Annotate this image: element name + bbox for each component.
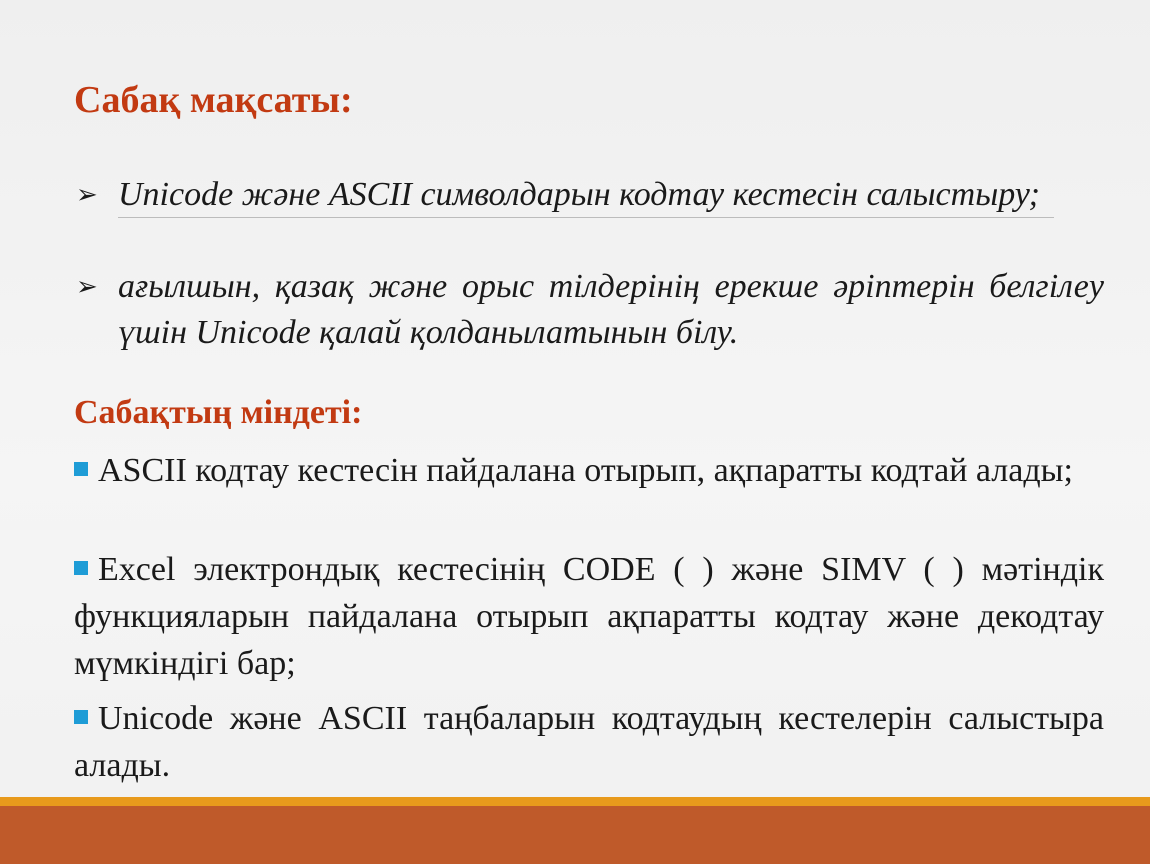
- task-item: [74, 695, 1104, 789]
- square-bullet-icon: [74, 561, 88, 575]
- task-text: ASCII кодтау кестесін пайдалана отырып, ақпаратты кодтай алады;: [98, 452, 1073, 489]
- arrow-bullet-icon: ➢: [76, 180, 98, 209]
- task-item: [74, 447, 1104, 494]
- task-text: Unicode және ASCII таңбаларын кодтаудың кестелерін салыстыра алады.: [74, 700, 1104, 784]
- slide-title: Сабақ мақсаты:: [74, 79, 353, 121]
- square-bullet-icon: [74, 710, 88, 724]
- square-bullet-icon: [74, 462, 88, 476]
- divider-line: [118, 217, 1054, 218]
- section-subtitle: Сабақтың міндеті:: [74, 394, 363, 431]
- goal-text: ағылшын, қазақ және орыс тілдерінің ерекше әріптерін белгілеу үшін Unicode қалай қолданылатынын білу.: [118, 268, 1104, 351]
- footer-stripe-gold: [0, 797, 1150, 806]
- goal-item: [76, 172, 1104, 218]
- footer-stripe-rust: [0, 806, 1150, 864]
- goal-item: [76, 264, 1104, 356]
- arrow-bullet-icon: ➢: [76, 272, 98, 301]
- task-item: [74, 546, 1104, 687]
- task-text: Excel электрондық кестесінің CODE ( ) және SIMV ( ) мәтіндік функцияларын пайдалана отырып ақпаратты кодтау және декодтау мүмкіндігі бар;: [74, 551, 1104, 682]
- goal-text: Unicode және ASCII символдарын кодтау кестесін салыстыру;: [118, 176, 1040, 213]
